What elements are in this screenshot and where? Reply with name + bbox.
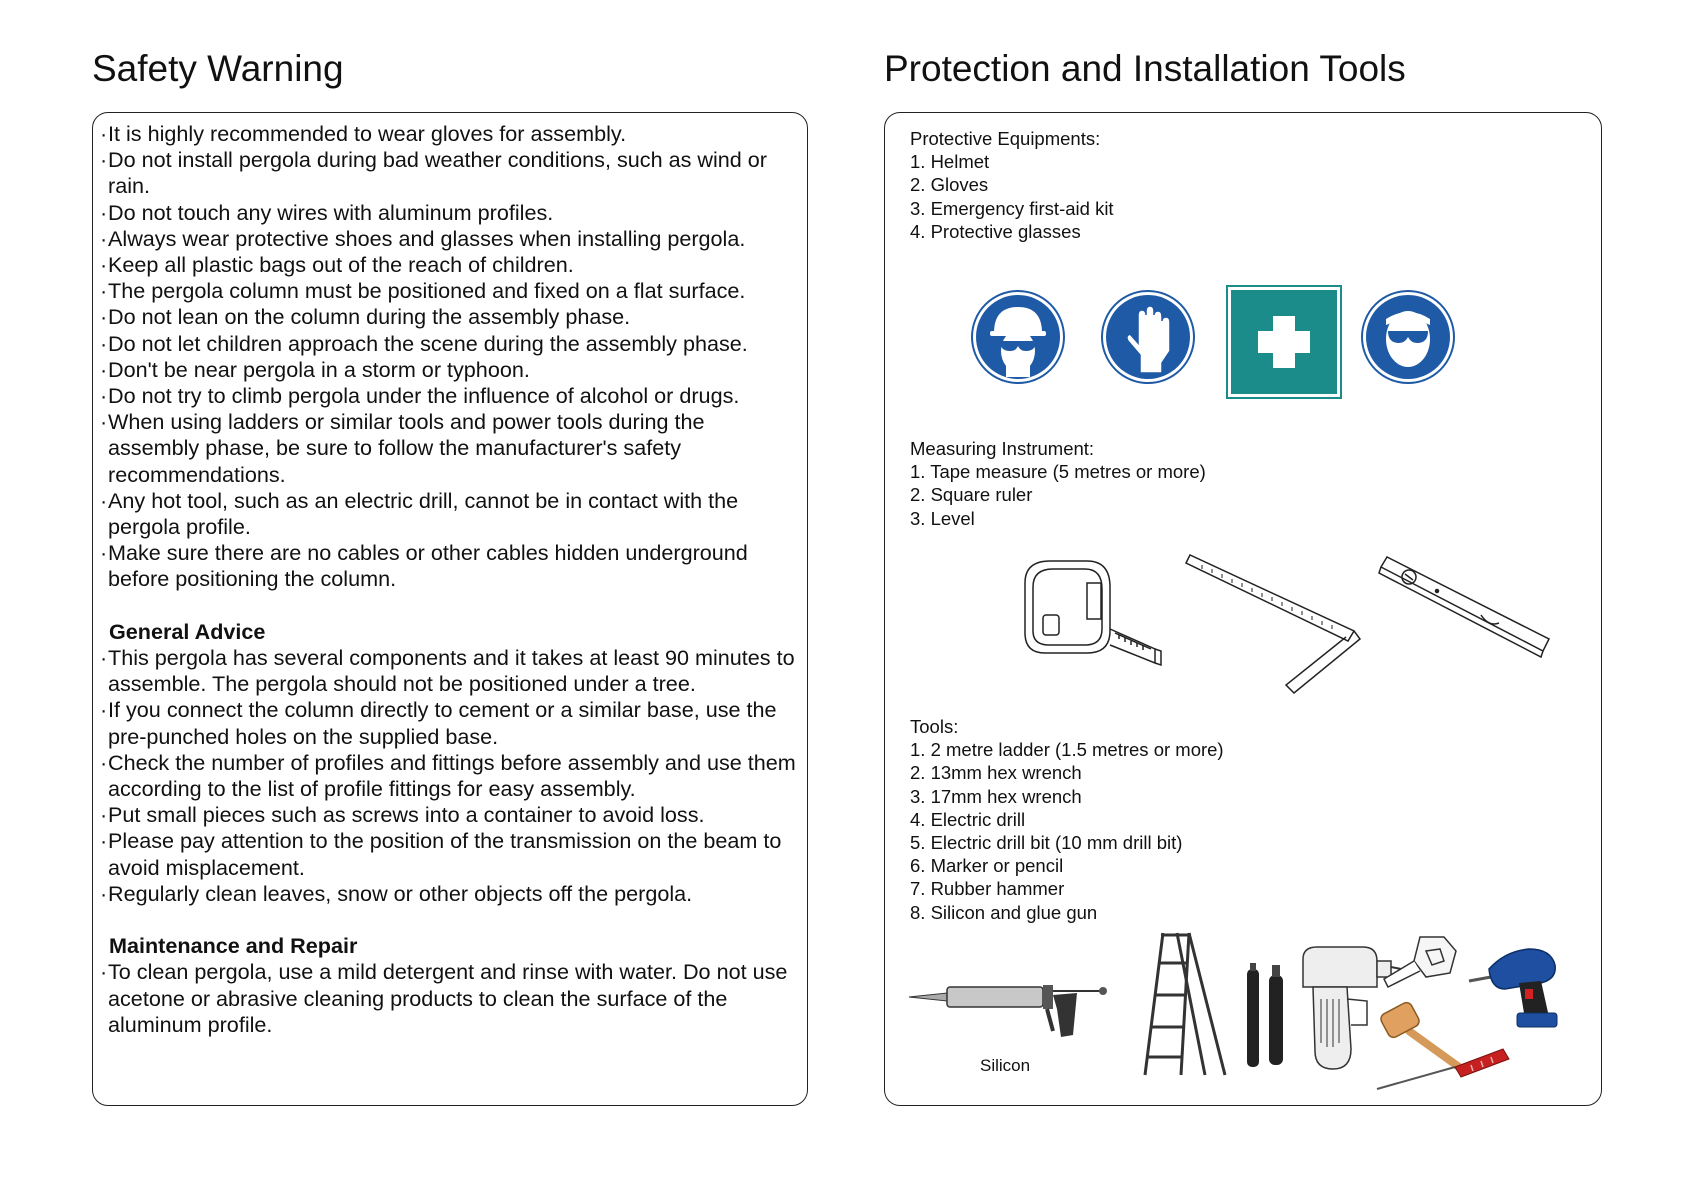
list-item: 1. Helmet: [910, 151, 990, 173]
list-item: 7. Rubber hammer: [910, 878, 1065, 900]
warning-item: · Any hot tool, such as an electric drill, cannot be in contact with the pergola profile.: [100, 488, 801, 540]
glasses-icon: [1360, 289, 1456, 385]
advice-item: · This pergola has several components and it takes at least 90 minutes to assemble. The pergola should not be positioned under a tree.: [100, 645, 801, 697]
warning-item: · When using ladders or similar tools and power tools during the assembly phase, be sure to follow the manufacturer's safety recommendations.: [100, 409, 801, 488]
warning-item: · Do not let children approach the scene during the assembly phase.: [100, 331, 801, 357]
square-ruler-icon: [1182, 553, 1362, 695]
list-item: 6. Marker or pencil: [910, 855, 1064, 877]
advice-item: · If you connect the column directly to cement or a similar base, use the pre-punched holes on the supplied base.: [100, 697, 801, 749]
tools-section-title: Protection and Installation Tools: [884, 48, 1406, 89]
tools-list: [910, 715, 1224, 924]
maintenance-item: · To clean pergola, use a mild detergent and rinse with water. Do not use acetone or abrasive cleaning products to clean the surface of the aluminum profile.: [100, 959, 801, 1038]
measuring-instrument-list: [910, 437, 1206, 530]
warning-item: · Keep all plastic bags out of the reach of children.: [100, 252, 801, 278]
warning-item: · Do not install pergola during bad weather conditions, such as wind or rain.: [100, 147, 801, 199]
warning-item: · Do not try to climb pergola under the influence of alcohol or drugs.: [100, 383, 801, 409]
warning-item: · Always wear protective shoes and glasses when installing pergola.: [100, 226, 801, 252]
gloves-icon: [1100, 289, 1196, 385]
list-item: 2. 13mm hex wrench: [910, 762, 1082, 784]
protective-equipment-list: [910, 127, 1114, 243]
warning-item: · The pergola column must be positioned and fixed on a flat surface.: [100, 278, 801, 304]
marker-icon: [1241, 961, 1291, 1071]
ladder-icon: [1141, 929, 1241, 1079]
tools-heading: Tools:: [910, 716, 959, 737]
safety-warning-panel: [92, 112, 808, 1106]
warning-item: · Do not lean on the column during the assembly phase.: [100, 304, 801, 330]
safety-text: [100, 121, 801, 1038]
list-item: 1. 2 metre ladder (1.5 metres or more): [910, 739, 1224, 761]
list-item: 1. Tape measure (5 metres or more): [910, 461, 1206, 483]
tape-measure-icon: [1015, 553, 1165, 683]
level-icon: [1377, 553, 1552, 673]
measuring-heading: Measuring Instrument:: [910, 438, 1095, 459]
safety-warning-title: Safety Warning: [92, 48, 344, 89]
warning-item: · Do not touch any wires with aluminum profiles.: [100, 200, 801, 226]
list-item: 3. 17mm hex wrench: [910, 785, 1082, 807]
list-item: 2. Square ruler: [910, 484, 1033, 506]
cordless-drill-icon: [1465, 931, 1565, 1031]
list-item: 3. Emergency first-aid kit: [910, 197, 1114, 219]
screwdriver-icon: [1375, 1043, 1515, 1093]
maintenance-heading: Maintenance and Repair: [109, 933, 358, 959]
list-item: 8. Silicon and glue gun: [910, 901, 1098, 923]
warning-item: · It is highly recommended to wear gloves for assembly.: [100, 121, 801, 147]
warning-item: · Don't be near pergola in a storm or typhoon.: [100, 357, 801, 383]
glue-gun-icon: [907, 965, 1107, 1045]
list-item: 4. Protective glasses: [910, 220, 1081, 242]
list-item: 2. Gloves: [910, 174, 989, 196]
advice-item: · Please pay attention to the position of the transmission on the beam to avoid misplacement.: [100, 828, 801, 880]
list-item: 4. Electric drill: [910, 808, 1026, 830]
hex-wrench-icon: [1380, 931, 1462, 997]
general-advice-heading: General Advice: [109, 618, 266, 644]
list-item: 3. Level: [910, 507, 975, 529]
tools-panel: [884, 112, 1602, 1106]
advice-item: · Put small pieces such as screws into a container to avoid loss.: [100, 802, 801, 828]
helmet-icon: [970, 289, 1066, 385]
silicon-label: Silicon: [980, 1056, 1031, 1075]
warning-item: · Make sure there are no cables or other cables hidden underground before positioning the column.: [100, 540, 801, 592]
advice-item: · Regularly clean leaves, snow or other objects off the pergola.: [100, 881, 801, 907]
first-aid-icon: [1226, 285, 1342, 399]
advice-item: · Check the number of profiles and fittings before assembly and use them according to the list of profile fittings for easy assembly.: [100, 750, 801, 802]
list-item: 5. Electric drill bit (10 mm drill bit): [910, 832, 1183, 854]
protective-heading: Protective Equipments:: [910, 128, 1101, 149]
